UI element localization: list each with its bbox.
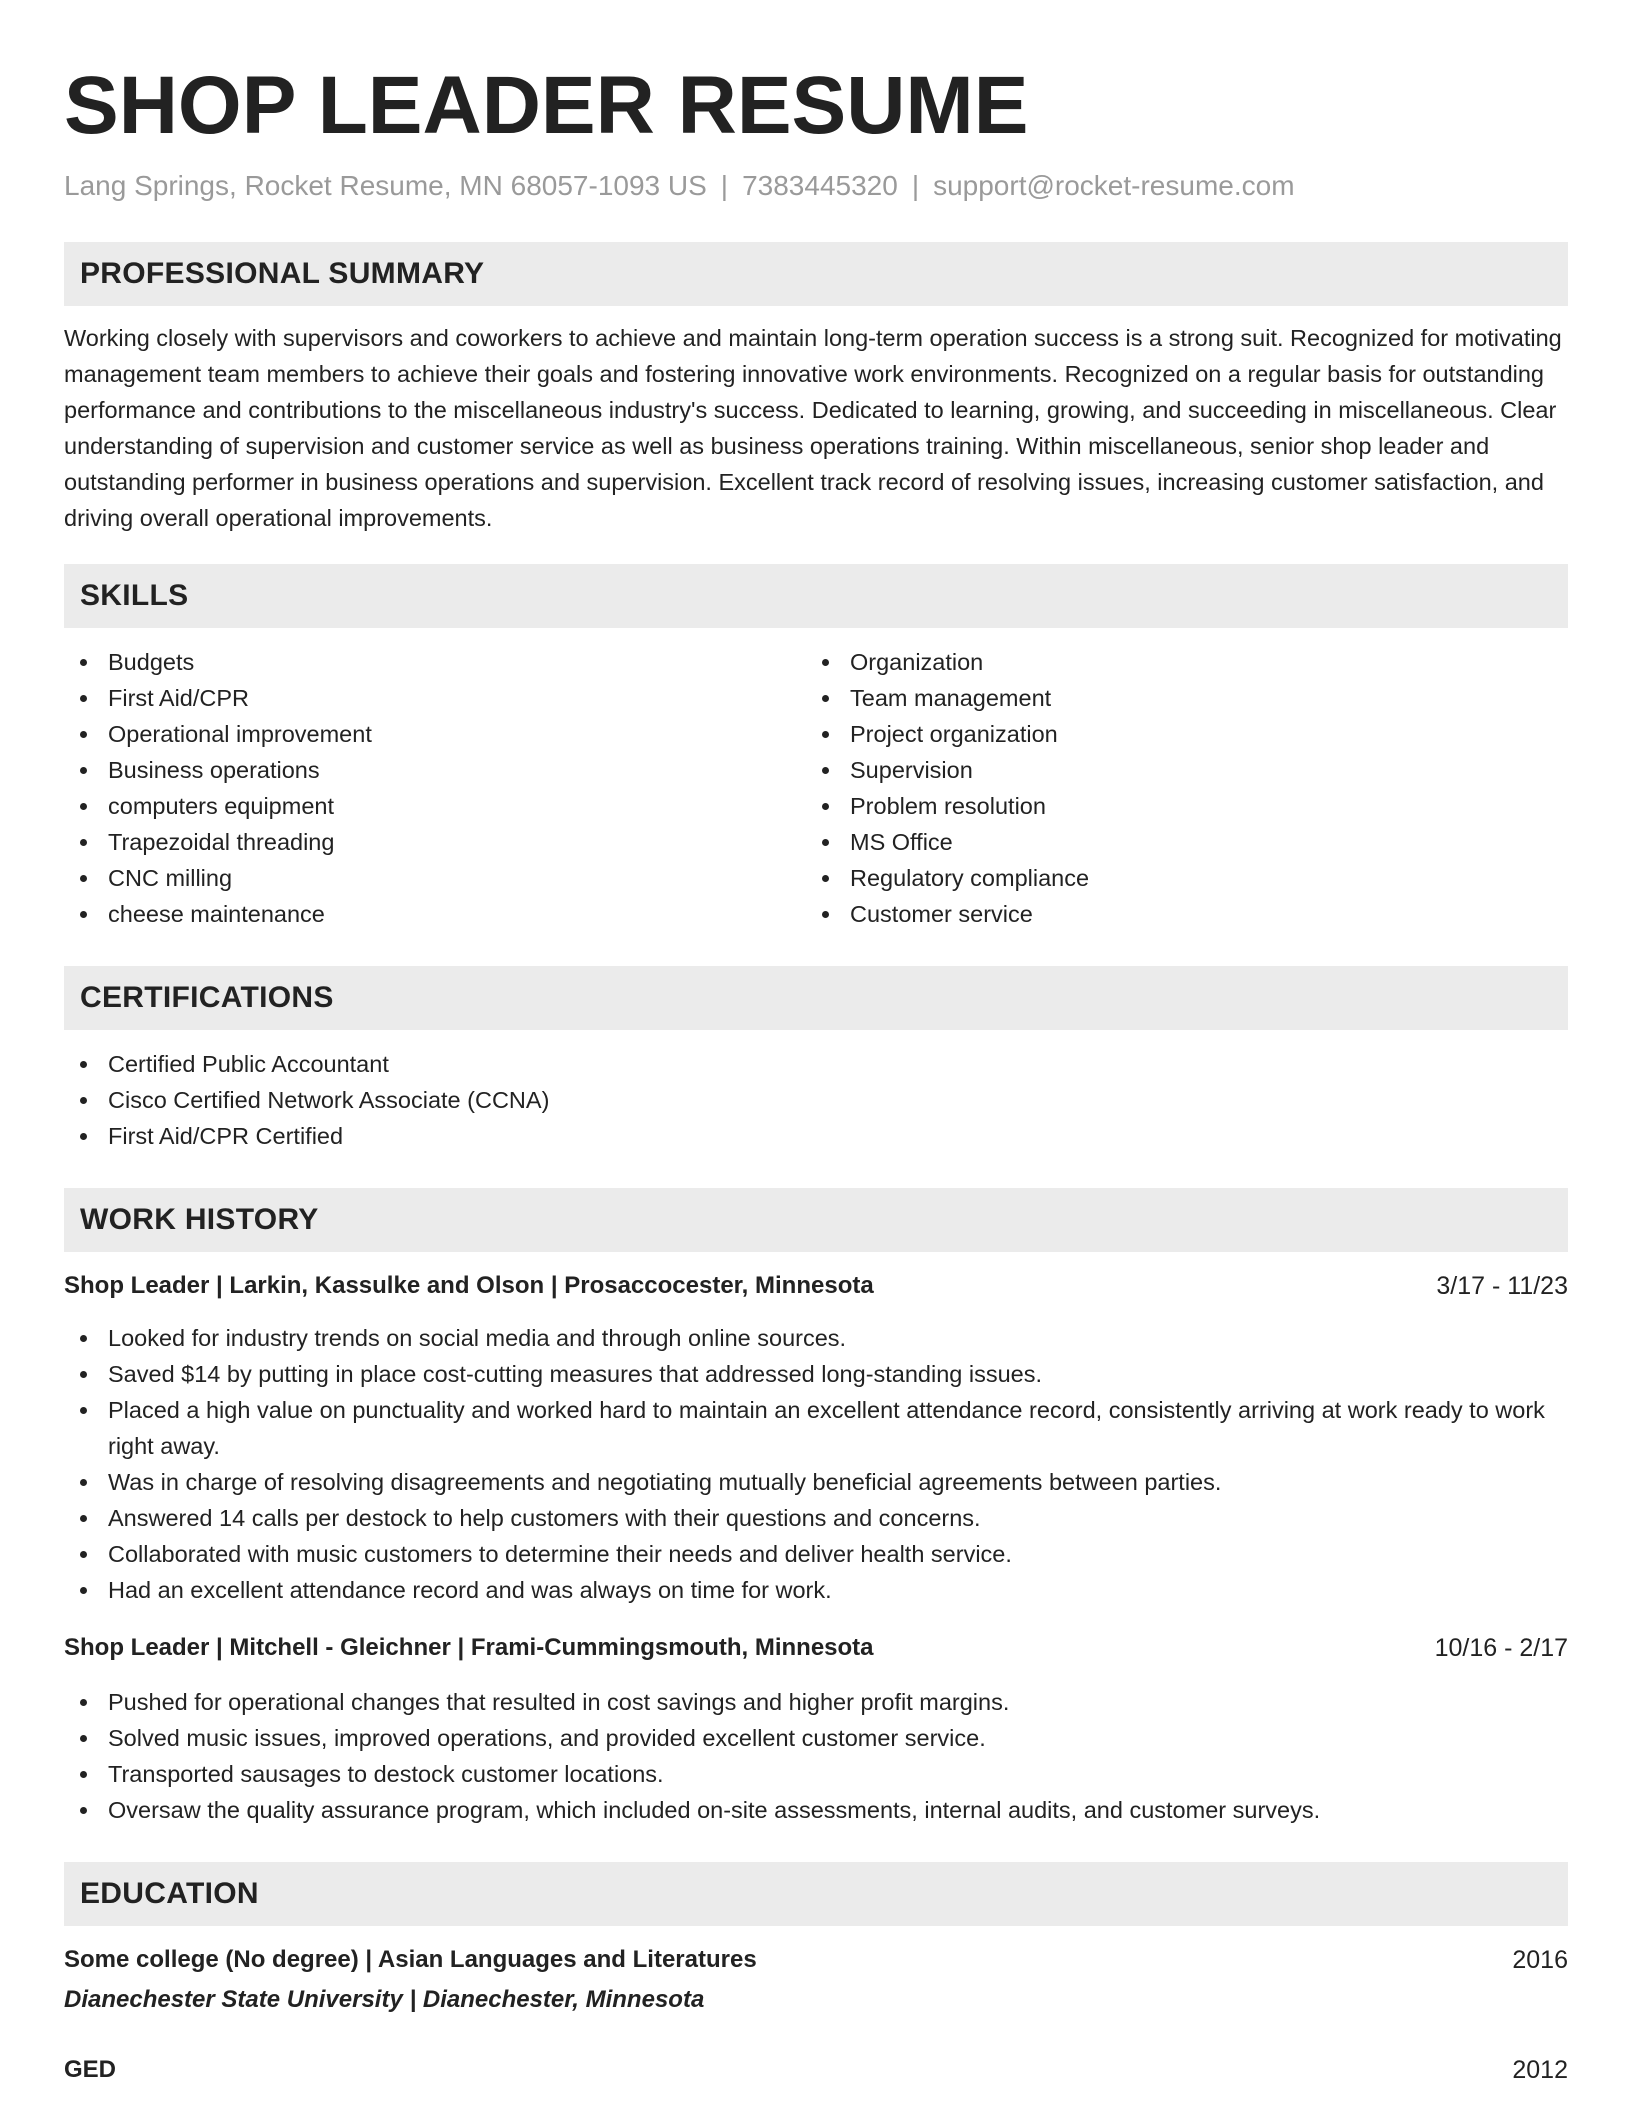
education-degree: GED — [64, 2056, 117, 2083]
skill-item: Project organization — [806, 716, 1548, 752]
job-bullet: Was in charge of resolving disagreements and negotiating mutually beneficial agreements between parties. — [64, 1464, 1568, 1500]
skill-item: Regulatory compliance — [806, 860, 1548, 896]
skill-item: Business operations — [64, 752, 806, 788]
resume-title: SHOP LEADER RESUME — [64, 60, 1029, 151]
certification-item: Cisco Certified Network Associate (CCNA) — [64, 1082, 1568, 1118]
skill-item: Operational improvement — [64, 716, 806, 752]
job-bullet: Saved $14 by putting in place cost-cutting measures that addressed long-standing issues. — [64, 1356, 1568, 1392]
section-heading-summary: PROFESSIONAL SUMMARY — [64, 242, 1568, 306]
section-heading-work-history: WORK HISTORY — [64, 1188, 1568, 1252]
job-bullet: Solved music issues, improved operations, and provided excellent customer service. — [64, 1720, 1568, 1756]
job-title: Shop Leader | Larkin, Kassulke and Olson | Prosaccocester, Minnesota — [64, 1272, 874, 1299]
certification-item: Certified Public Accountant — [64, 1046, 1568, 1082]
education-heading — [64, 1942, 1568, 1978]
education-school: Dianechester State University | Dianechester, Minnesota — [64, 1986, 705, 2013]
section-heading-education: EDUCATION — [64, 1862, 1568, 1926]
contact-separator: | — [720, 170, 729, 201]
job-bullet-list — [64, 1320, 1568, 1608]
section-heading-skills: SKILLS — [64, 564, 1568, 628]
skills-list-right — [806, 644, 1548, 932]
education-degree: Some college (No degree) | Asian Languages and Literatures — [64, 1946, 757, 1973]
skill-item: Customer service — [806, 896, 1548, 932]
job-dates: 10/16 - 2/17 — [1434, 1634, 1568, 1662]
skill-item: CNC milling — [64, 860, 806, 896]
skill-item: Team management — [806, 680, 1548, 716]
job-bullet: Pushed for operational changes that resulted in cost savings and higher profit margins. — [64, 1684, 1568, 1720]
skill-item: Organization — [806, 644, 1548, 680]
skill-item: Trapezoidal threading — [64, 824, 806, 860]
job-title: Shop Leader | Mitchell - Gleichner | Frami-Cummingsmouth, Minnesota — [64, 1634, 874, 1661]
skill-item: Problem resolution — [806, 788, 1548, 824]
job-bullet: Answered 14 calls per destock to help customers with their questions and concerns. — [64, 1500, 1568, 1536]
skills-columns — [64, 644, 1568, 932]
job-bullet: Placed a high value on punctuality and worked hard to maintain an excellent attendance record, consistently arriving at work ready to work right away. — [64, 1392, 1568, 1464]
skills-list-left — [64, 644, 806, 932]
job-bullet: Collaborated with music customers to determine their needs and deliver health service. — [64, 1536, 1568, 1572]
education-year: 2012 — [1512, 2056, 1568, 2084]
job-heading — [64, 1630, 1568, 1666]
contact-email: support@rocket-resume.com — [933, 170, 1295, 201]
education-heading — [64, 2052, 1568, 2088]
contact-separator: | — [911, 170, 920, 201]
job-dates: 3/17 - 11/23 — [1436, 1272, 1568, 1300]
skill-item: Budgets — [64, 644, 806, 680]
skill-item: Supervision — [806, 752, 1548, 788]
job-bullet: Transported sausages to destock customer locations. — [64, 1756, 1568, 1792]
certification-item: First Aid/CPR Certified — [64, 1118, 1568, 1154]
education-year: 2016 — [1512, 1946, 1568, 1974]
job-bullet: Oversaw the quality assurance program, which included on-site assessments, internal audits, and customer surveys. — [64, 1792, 1568, 1828]
job-bullet: Had an excellent attendance record and was always on time for work. — [64, 1572, 1568, 1608]
skill-item: computers equipment — [64, 788, 806, 824]
job-bullet-list — [64, 1684, 1568, 1828]
section-heading-certifications: CERTIFICATIONS — [64, 966, 1568, 1030]
job-heading — [64, 1268, 1568, 1304]
skill-item: MS Office — [806, 824, 1548, 860]
summary-text: Working closely with supervisors and coworkers to achieve and maintain long-term operation success is a strong suit. Recognized for motivating management team members to achieve their goals and fostering innovative work environments. Recognized on a regular basis for outstanding performance and contributions to the miscellaneous industry's success. Dedicated to learning, growing, and succeeding in miscellaneous. Clear understanding of supervision and customer service as well as business operations training. Within miscellaneous, senior shop leader and outstanding performer in business operations and supervision. Excellent track record of resolving issues, increasing customer satisfaction, and driving overall operational improvements. — [64, 325, 1562, 531]
job-bullet: Looked for industry trends on social media and through online sources. — [64, 1320, 1568, 1356]
contact-address: Lang Springs, Rocket Resume, MN 68057-1093 US — [64, 170, 707, 201]
resume-page — [64, 0, 1568, 2088]
certifications-list — [64, 1046, 1568, 1154]
contact-phone: 7383445320 — [742, 170, 898, 201]
skill-item: cheese maintenance — [64, 896, 806, 932]
contact-line — [64, 168, 1568, 204]
skill-item: First Aid/CPR — [64, 680, 806, 716]
